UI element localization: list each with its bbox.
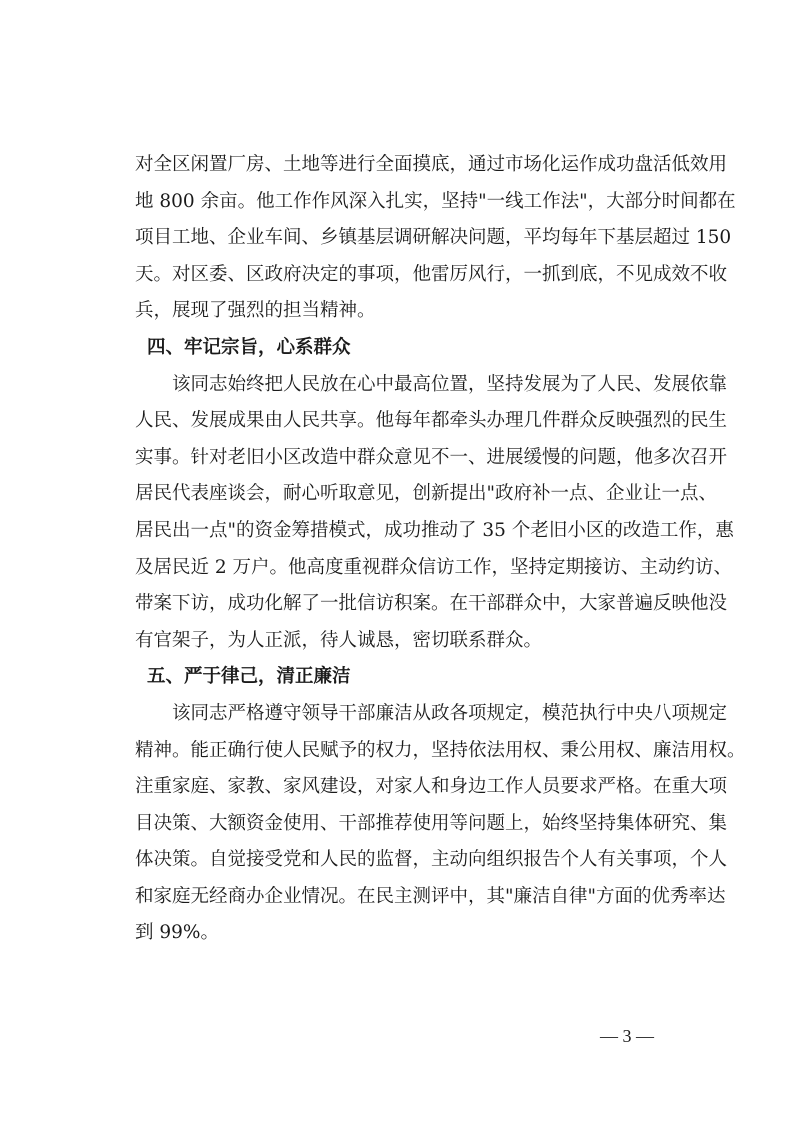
- text-line: 对全区闲置厂房、土地等进行全面摸底，通过市场化运作成功盘活低效用: [135, 154, 728, 175]
- section: [135, 659, 746, 952]
- text-line: 精神。能正确行使人民赋予的权力，坚持依法用权、秉公用权、廉洁用权。: [135, 739, 746, 761]
- text-line: 天。对区委、区政府决定的事项，他雷厉风行，一抓到底，不见成效不收: [135, 263, 728, 285]
- paragraph: [135, 367, 734, 660]
- text-line: 人民、发展成果由人民共享。他每年都牵头办理几件群众反映强烈的民生: [135, 410, 728, 432]
- text-line: 体决策。自觉接受党和人民的监督，主动向组织报告个人有关事项，个人: [135, 849, 728, 871]
- text-line: 目决策、大额资金使用、干部推荐使用等问题上，始终坚持集体研究、集: [135, 812, 728, 834]
- text-line: 到 99%。: [135, 922, 219, 944]
- text-line: 兵，展现了强烈的担当精神。: [135, 300, 376, 322]
- text-line: 居民出一点"的资金筹措模式，成功推动了 35 个老旧小区的改造工作，惠: [135, 519, 734, 541]
- text-line: 和家庭无经商办企业情况。在民主测评中，其"廉洁自律"方面的优秀率达: [135, 885, 726, 907]
- text-line: 带案下访，成功化解了一批信访积案。在干部群众中，大家普遍反映他没: [135, 593, 728, 615]
- section-heading: 五、严于律己，清正廉洁: [147, 666, 351, 688]
- text-line: 居民代表座谈会，耐心听取意见，创新提出"政府补一点、企业让一点、: [135, 483, 718, 505]
- text-line: 地 800 余亩。他工作作风深入扎实，坚持"一线工作法"，大部分时间都在: [135, 190, 736, 212]
- text-line: 实事。针对老旧小区改造中群众意见不一、进展缓慢的问题，他多次召开: [135, 446, 728, 468]
- paragraph: [135, 147, 736, 330]
- page-number: — 3 —: [600, 1026, 654, 1046]
- text-line: 有官架子，为人正派，待人诚恳，密切联系群众。: [135, 629, 543, 651]
- document-body: [135, 147, 746, 952]
- text-line: 注重家庭、家教、家风建设，对家人和身边工作人员要求严格。在重大项: [135, 776, 728, 798]
- text-line: 及居民近 2 万户。他高度重视群众信访工作，坚持定期接访、主动约访、: [135, 556, 733, 578]
- section: [135, 330, 734, 659]
- section-heading: 四、牢记宗旨，心系群众: [147, 336, 351, 358]
- text-line: 该同志始终把人民放在心中最高位置，坚持发展为了人民、发展依靠: [172, 373, 728, 395]
- section: [135, 147, 736, 330]
- text-line: 项目工地、企业车间、乡镇基层调研解决问题，平均每年下基层超过 150: [135, 227, 732, 249]
- paragraph: [135, 696, 746, 952]
- text-line: 该同志严格遵守领导干部廉洁从政各项规定，模范执行中央八项规定: [172, 702, 728, 724]
